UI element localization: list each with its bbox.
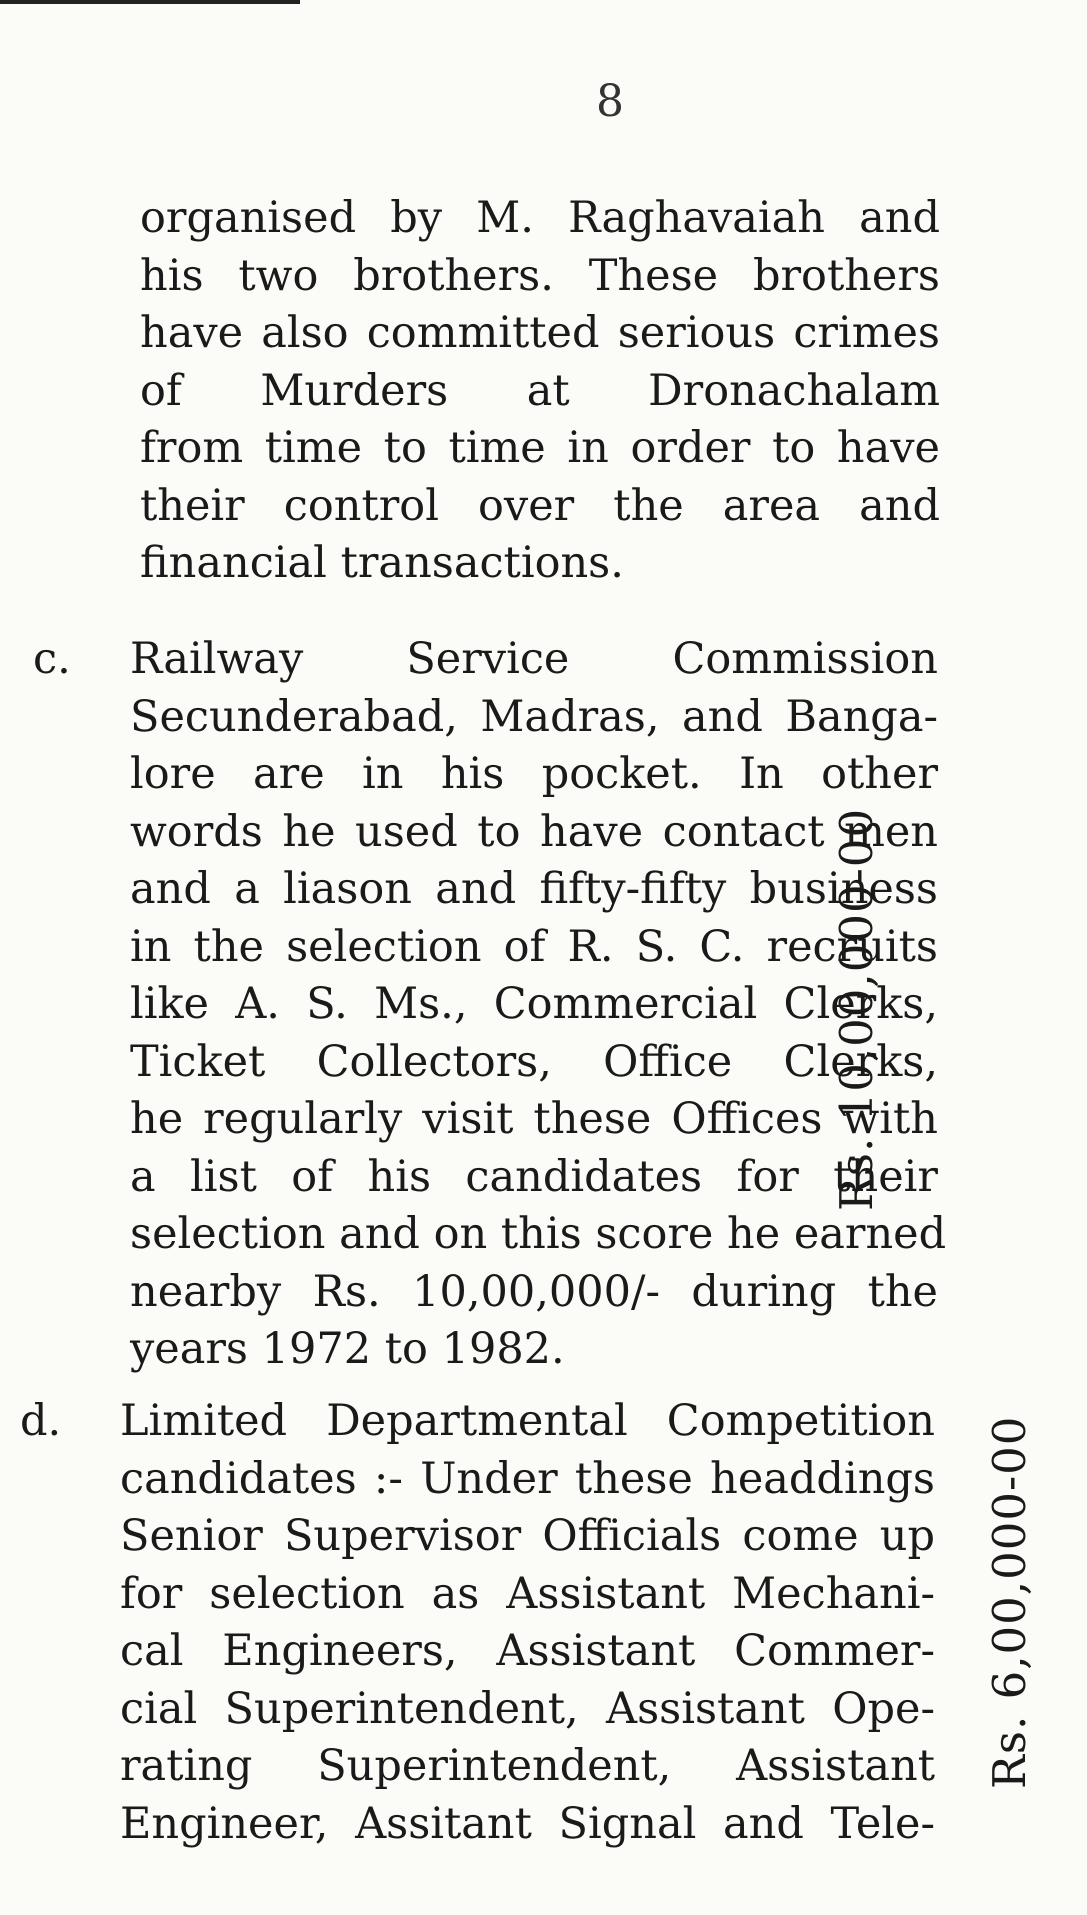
text-line: in the selection of R. S. C. recruits — [130, 921, 938, 972]
text-line: from time to time in order to have — [140, 423, 940, 473]
text-line: Railway Service Commission — [130, 634, 938, 684]
text-line: and a liason and fifty-fifty business — [130, 864, 938, 914]
text-line: their control over the area and — [140, 480, 940, 531]
item-d-marker: d. — [20, 1396, 62, 1446]
text-line: he regularly visit these Offices with — [130, 1094, 938, 1144]
top-edge-rule — [0, 0, 300, 4]
text-line: for selection as Assistant Mechani- — [120, 1568, 935, 1619]
item-c-margin-amount: Rs. 10,00,000-00 — [830, 807, 883, 1211]
text-line: Limited Departmental Competition — [120, 1396, 935, 1446]
item-c-marker: c. — [33, 634, 71, 684]
text-line: rating Superintendent, Assistant — [120, 1741, 935, 1791]
text-line: Engineer, Assitant Signal and Tele- — [120, 1798, 935, 1849]
text-line: lore are in his pocket. In other — [130, 749, 938, 799]
item-d-paragraph — [120, 1393, 935, 1853]
text-line: years 1972 to 1982. — [130, 1324, 565, 1374]
text-line: Secunderabad, Madras, and Banga- — [130, 691, 938, 742]
text-line: Ticket Collectors, Office Clerks, — [130, 1036, 938, 1087]
text-line: have also committed serious crimes — [140, 308, 940, 358]
text-line: a list of his candidates for their — [130, 1151, 938, 1202]
page-number: 8 — [596, 76, 624, 127]
item-d-margin-amount: Rs. 6,00,000-00 — [983, 1415, 1036, 1789]
text-line: nearby Rs. 10,00,000/- during the — [130, 1266, 938, 1317]
text-line: selection and on this score he earned — [130, 1209, 947, 1259]
text-line: cial Superintendent, Assistant Ope- — [120, 1683, 935, 1734]
text-line: financial transactions. — [140, 538, 624, 588]
item-c-paragraph — [130, 631, 947, 1379]
text-line: like A. S. Ms., Commercial Clerks, — [130, 979, 938, 1029]
text-line: words he used to have contact men — [130, 806, 938, 857]
text-line: of Murders at Dronachalam — [140, 365, 940, 416]
text-line: organised by M. Raghavaiah and — [140, 193, 940, 243]
text-line: cal Engineers, Assistant Commer- — [120, 1626, 935, 1676]
text-line: candidates :- Under these headdings — [120, 1453, 935, 1504]
text-line: his two brothers. These brothers — [140, 250, 940, 301]
text-line: Senior Supervisor Officials come up — [120, 1511, 935, 1561]
intro-paragraph — [140, 190, 940, 593]
